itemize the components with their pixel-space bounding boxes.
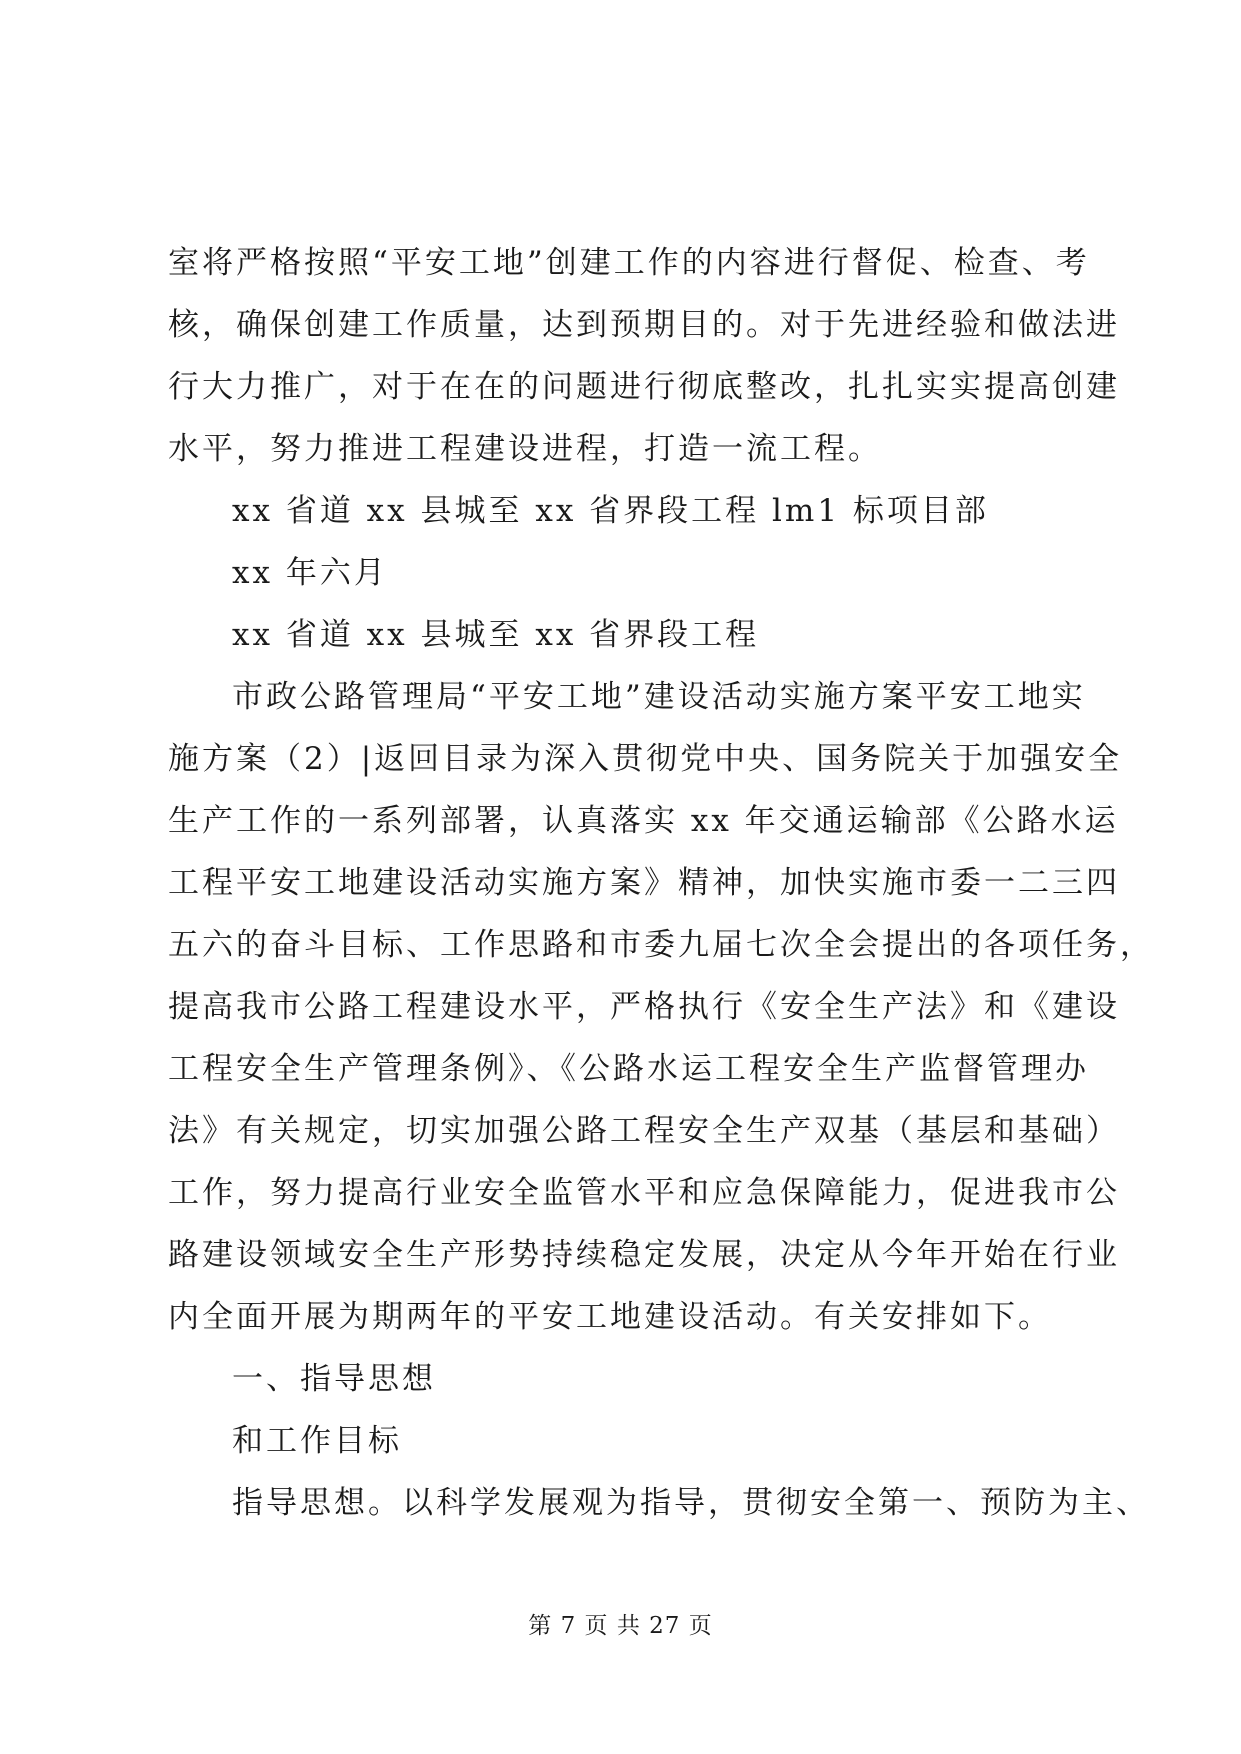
section-heading-continued: 和工作目标: [232, 1423, 402, 1459]
text-line: 工程平安工地建设活动实施方案》精神，加快实施市委一二三四: [168, 865, 1120, 901]
text-line: 提高我市公路工程建设水平，严格执行《安全生产法》和《建设: [168, 989, 1120, 1025]
text-line: 五六的奋斗目标、工作思路和市委九届七次全会提出的各项任务，: [168, 927, 1154, 963]
text-line: 路建设领域安全生产形势持续稳定发展，决定从今年开始在行业: [168, 1237, 1120, 1273]
project-title-line: xx 省道 xx 县城至 xx 省界段工程: [232, 617, 760, 653]
section-heading: 一、指导思想: [232, 1361, 436, 1397]
text-line: 工程安全生产管理条例》、《公路水运工程安全生产监督管理办: [168, 1051, 1089, 1087]
text-line: 水平，努力推进工程建设进程，打造一流工程。: [168, 431, 882, 467]
text-line: 行大力推广，对于在在的问题进行彻底整改，扎扎实实提高创建: [168, 369, 1120, 405]
text-line: 施方案（2）|返回目录为深入贯彻党中央、国务院关于加强安全: [168, 741, 1123, 777]
document-page: [168, 232, 1154, 1534]
text-line: 生产工作的一系列部署，认真落实 xx 年交通运输部《公路水运: [168, 803, 1119, 839]
text-line: 市政公路管理局“平安工地”建设活动实施方案平安工地实: [232, 679, 1086, 715]
text-line: 工作，努力提高行业安全监管水平和应急保障能力，促进我市公: [168, 1175, 1120, 1211]
text-line: 法》有关规定，切实加强公路工程安全生产双基（基层和基础）: [168, 1113, 1120, 1149]
project-department-line: xx 省道 xx 县城至 xx 省界段工程 lm1 标项目部: [232, 493, 989, 529]
page-number-footer: 第 7 页 共 27 页: [528, 1613, 713, 1639]
text-line: 内全面开展为期两年的平安工地建设活动。有关安排如下。: [168, 1299, 1052, 1335]
date-line: xx 年六月: [232, 555, 388, 591]
text-line: 核，确保创建工作质量，达到预期目的。对于先进经验和做法进: [168, 307, 1120, 343]
text-line: 指导思想。以科学发展观为指导，贯彻安全第一、预防为主、: [232, 1485, 1150, 1521]
text-line: 室将严格按照“平安工地”创建工作的内容进行督促、检查、考: [168, 245, 1090, 281]
